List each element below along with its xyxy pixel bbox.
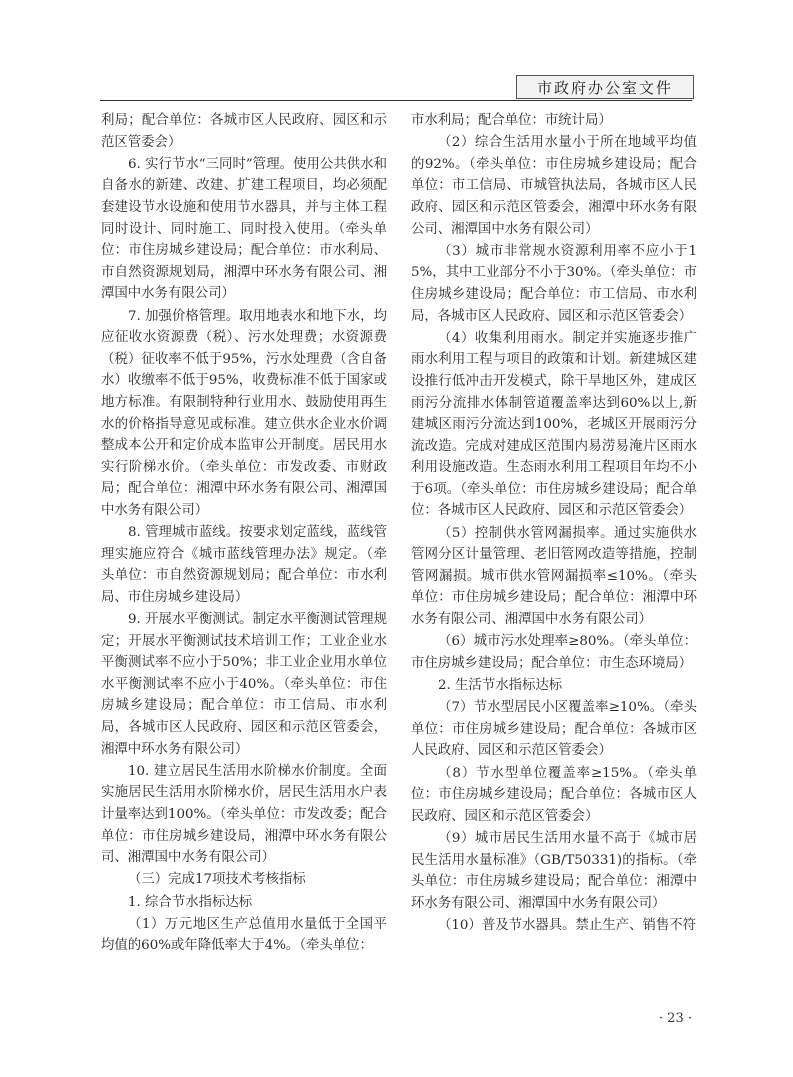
paragraph: （2）综合生活用水量小于所在地域平均值的92%。（牵头单位：市住房城乡建设局；配合单位：市工信局、市城管执法局，各城市区人民政府、园区和示范区管委会，湘潭中环水务有限公司、湘潭国中水务有限公司）	[411, 135, 697, 237]
paragraph: （8）节水型单位覆盖率≥15%。（牵头单位：市住房城乡建设局；配合单位：各城市区人民政府、园区和示范区管委会）	[411, 765, 697, 824]
paragraph: 利局；配合单位：各城市区人民政府、园区和示范区管委会）	[101, 113, 387, 150]
paragraph: （4）收集利用雨水。制定并实施逐步推广雨水利用工程与项目的政策和计划。新建城区建设推行低冲击开发模式，除干旱地区外，建成区雨污分流排水体制管道覆盖率达到60%以上,新建城区雨污分流达到100%，老城区开展雨污分流改造。完成对建成区范围内易涝易淹片区雨水利用设施改造。生态雨水利用工程项目年均不小于6项。（牵头单位：市住房城乡建设局；配合单位：各城市区人民政府、园区和示范区管委会）	[411, 330, 697, 519]
paragraph: 7. 加强价格管理。取用地表水和地下水，均应征收水资源费（税）、污水处理费；水资源费（税）征收率不低于95%，污水处理费（含自备水）收缴率不低于95%，收费标准不低于国家或地方标准。有限制特种行业用水、鼓励使用再生水的价格指导意见或标准。建立供水企业水价调整成本公开和定价成本监审公开制度。居民用水实行阶梯水价。（牵头单位：市发改委、市财政局；配合单位：湘潭中环水务有限公司、湘潭国中水务有限公司）	[101, 308, 387, 518]
left-text-column	[101, 110, 387, 970]
paragraph: （6）城市污水处理率≥80%。（牵头单位：市住房城乡建设局；配合单位：市生态环境局）	[411, 634, 697, 671]
paragraph: （7）节水型居民小区覆盖率≥10%。（牵头单位：市住房城乡建设局；配合单位：各城市区人民政府、园区和示范区管委会）	[411, 700, 697, 759]
paragraph: 2. 生活节水指标达标	[438, 678, 563, 693]
paragraph: （1）万元地区生产总值用水量低于全国平均值的60%或年降低率大于4%。（牵头单位：	[101, 916, 387, 954]
paragraph: （三）完成17项技术考核指标	[128, 872, 306, 888]
paragraph: 6. 实行节水“三同时”管理。使用公共供水和自备水的新建、改建、扩建工程项目，均必须配套建设节水设施和使用节水器具，并与主体工程同时设计、同时施工、同时投入使用。（牵头单位：市住房城乡建设局；配合单位：市水利局、市自然资源规划局，湘潭中环水务有限公司、湘潭国中水务有限公司）	[101, 156, 387, 302]
right-text-column	[411, 110, 697, 970]
document-header	[516, 75, 694, 99]
paragraph: （9）城市居民生活用水量不高于《城市居民生活用水量标准》（GB/T50331)的指标。（牵头单位：市住房城乡建设局；配合单位：湘潭中环水务有限公司、湘潭国中水务有限公司）	[411, 830, 697, 911]
paragraph: （5）控制供水管网漏损率。通过实施供水管网分区计量管理、老旧管网改造等措施，控制管网漏损。城市供水管网漏损率≤10%。（牵头单位：市住房城乡建设局；配合单位：湘潭中环水务有限公司、湘潭国中水务有限公司）	[411, 525, 697, 628]
header-title: 市政府办公室文件	[536, 78, 673, 97]
header-divider	[100, 100, 692, 101]
page-number: · 23 ·	[658, 1011, 692, 1026]
paragraph: （10）普及节水器具。禁止生产、销售不符	[438, 917, 697, 933]
paragraph: 10. 建立居民生活用水阶梯水价制度。全面实施居民生活用水阶梯水价，居民生活用水户表计量率达到100%。（牵头单位：市发改委；配合单位：市住房城乡建设局，湘潭中环水务有限公司、湘潭国中水务有限公司）	[101, 763, 387, 866]
paragraph: 8. 管理城市蓝线。按要求划定蓝线，蓝线管理实施应符合《城市蓝线管理办法》规定。（牵头单位：市自然资源规划局；配合单位：市水利局、市住房城乡建设局）	[101, 525, 387, 605]
paragraph: 市水利局；配合单位：市统计局）	[411, 113, 612, 128]
paragraph: 9. 开展水平衡测试。制定水平衡测试管理规定；开展水平衡测试技术培训工作；工业企业水平衡测试率不应小于50%；非工业企业用水单位水平衡测试率不应小于40%。（牵头单位：市住房城乡建设局；配合单位：市工信局、市水利局，各城市区人民政府、园区和示范区管委会，湘潭中环水务有限公司）	[101, 612, 387, 757]
paragraph: （3）城市非常规水资源利用率不应小于15%，其中工业部分不小于30%。（牵头单位：市住房城乡建设局；配合单位：市工信局、市水利局，各城市区人民政府、园区和示范区管委会）	[411, 243, 697, 324]
paragraph: 1. 综合节水指标达标	[128, 894, 253, 910]
